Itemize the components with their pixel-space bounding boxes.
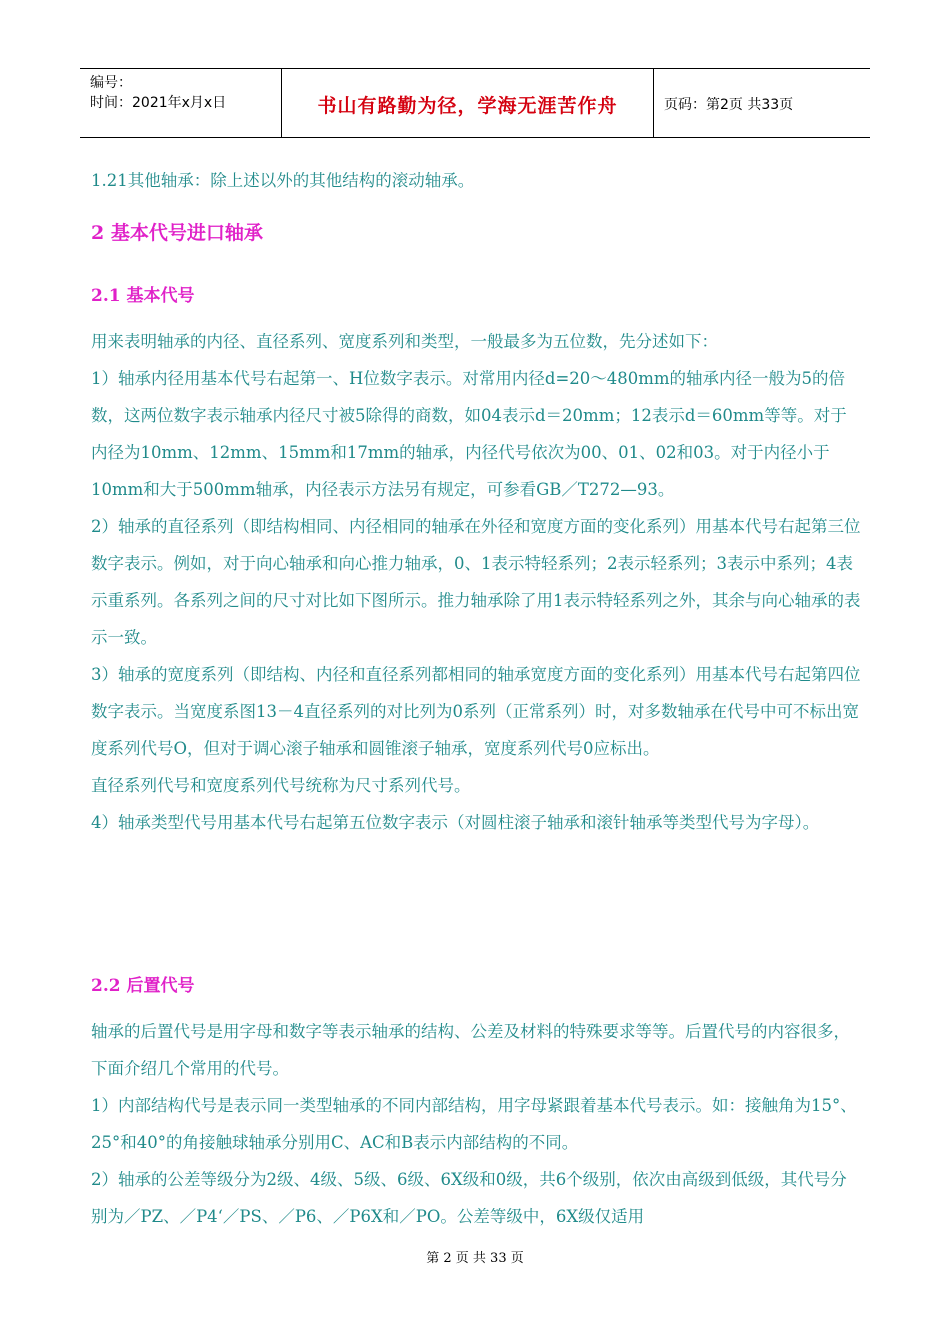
paragraph: 1）内部结构代号是表示同一类型轴承的不同内部结构，用字母紧跟着基本代号表示。如：接触角为15°、25°和40°的角接触球轴承分别用C、AC和B表示内部结构的不同。 — [91, 1096, 857, 1152]
header-page-code: 页码：第2页 共33页 — [664, 97, 794, 113]
page-header — [80, 68, 870, 138]
serial-label: 编号： — [90, 75, 132, 91]
section-2-2-body — [91, 1013, 861, 1235]
paragraph: 直径系列代号和宽度系列代号统称为尺寸系列代号。 — [91, 776, 471, 795]
header-divider — [653, 69, 654, 137]
section-2-2-title: 2.2 后置代号 — [91, 976, 195, 996]
section-2-1-body — [91, 323, 861, 841]
header-meta — [90, 73, 226, 113]
paragraph: 4）轴承类型代号用基本代号右起第五位数字表示（对圆柱滚子轴承和滚针轴承等类型代号为字母）。 — [91, 813, 820, 832]
paragraph: 2）轴承的公差等级分为2级、4级、5级、6级、6X级和0级，共6个级别，依次由高级到低级，其代号分别为／PZ、／P4‘／PS、／P6、／P6X和／PO。公差等级中，6X级仅适用 — [91, 1170, 847, 1226]
paragraph: 2）轴承的直径系列（即结构相同、内径相同的轴承在外径和宽度方面的变化系列）用基本代号右起第三位数字表示。例如，对于向心轴承和向心推力轴承，0、1表示特轻系列；2表示轻系列；3表示中系列；4表示重系列。各系列之间的尺寸对比如下图所示。推力轴承除了用1表示特轻系列之外，其余与向心轴承的表示一致。 — [91, 517, 861, 647]
time-label: 时间：2021年x月x日 — [90, 95, 227, 111]
header-motto: 书山有路勤为径，学海无涯苦作舟 — [317, 95, 618, 117]
section-2-title: 2 基本代号进口轴承 — [91, 222, 263, 244]
intro-paragraph: 1.21其他轴承：除上述以外的其他结构的滚动轴承。 — [91, 171, 475, 190]
paragraph: 用来表明轴承的内径、直径系列、宽度系列和类型，一般最多为五位数，先分述如下： — [91, 332, 718, 351]
paragraph: 轴承的后置代号是用字母和数字等表示轴承的结构、公差及材料的特殊要求等等。后置代号的内容很多，下面介绍几个常用的代号。 — [91, 1022, 850, 1078]
paragraph: 1）轴承内径用基本代号右起第一、H位数字表示。对常用内径d=20～480mm的轴承内径一般为5的倍数，这两位数字表示轴承内径尺寸被5除得的商数，如04表示d＝20mm；12表示d＝60mm等等。对于内径为10mm、12mm、15mm和17mm的轴承，内径代号依次为00、01、02和03。对于内径小于10mm和大于500mm轴承，内径表示方法另有规定，可参看GB／T272—93。 — [91, 369, 847, 499]
intro-line — [91, 162, 861, 199]
paragraph: 3）轴承的宽度系列（即结构、内径和直径系列都相同的轴承宽度方面的变化系列）用基本代号右起第四位数字表示。当宽度系图13－4直径系列的对比列为0系列（正常系列）时，对多数轴承在代号中可不标出宽度系列代号O，但对于调心滚子轴承和圆锥滚子轴承，宽度系列代号0应标出。 — [91, 665, 861, 758]
section-2-1-title: 2.1 基本代号 — [91, 286, 195, 306]
page-footer: 第 2 页 共 33 页 — [426, 1251, 524, 1266]
